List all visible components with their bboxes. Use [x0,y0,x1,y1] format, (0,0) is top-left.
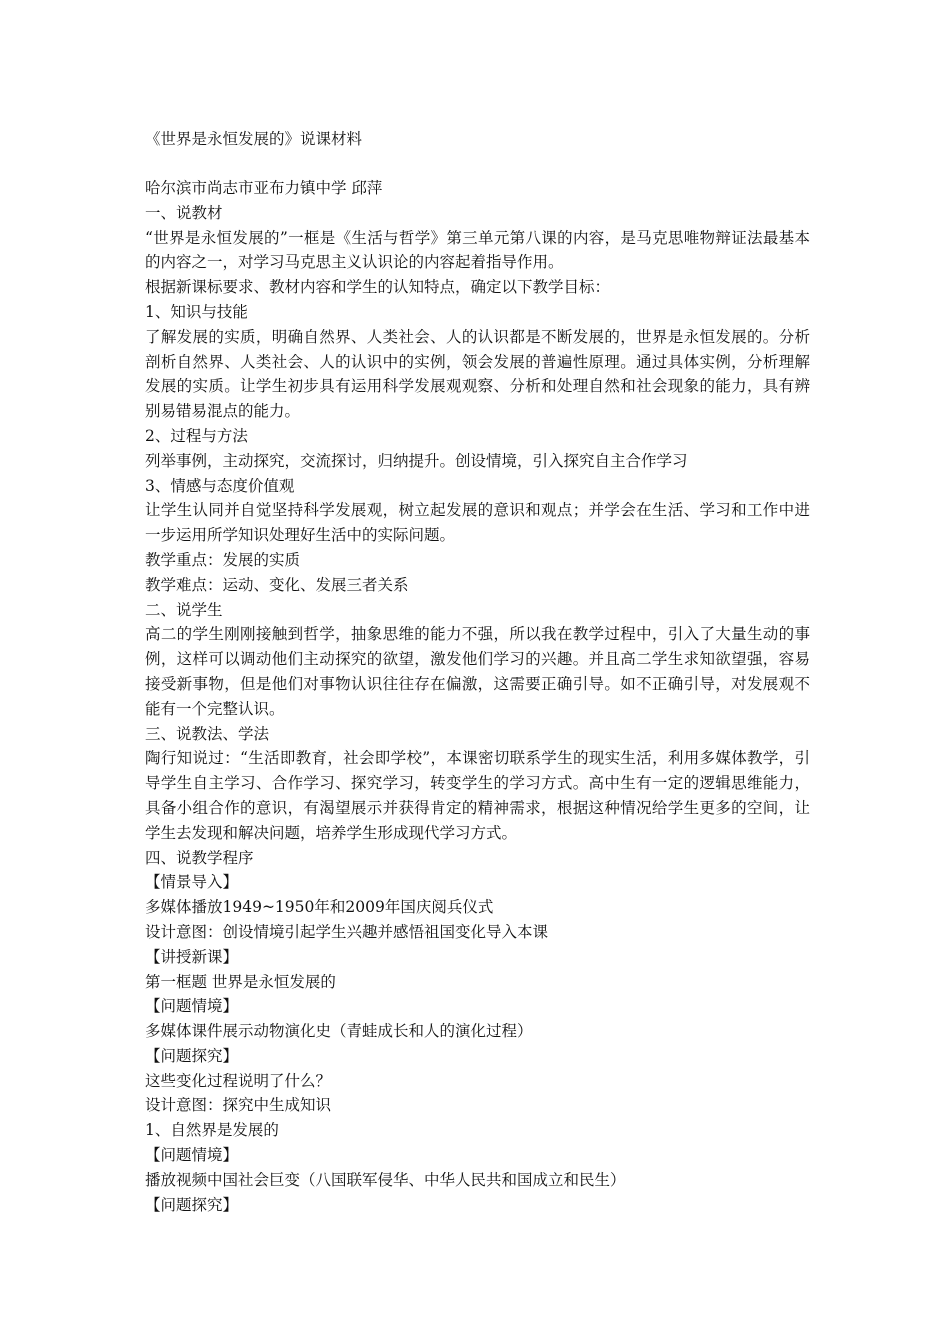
paragraph: 【问题情境】 [145,997,239,1016]
paragraph: 多媒体播放1949~1950年和2009年国庆阅兵仪式 [145,898,494,917]
document-title: 《世界是永恒发展的》说课材料 [145,130,363,148]
paragraph: 三、说教法、学法 [145,724,270,743]
paragraph: 高二的学生刚刚接触到哲学，抽象思维的能力不强，所以我在教学过程中，引入了大量生动的事例，这样可以调动他们主动探究的欲望，激发他们学习的兴趣。并且高二学生求知欲望强，容易接受新事物，但是他们对事物认识往往存在偏激，这需要正确引导。如不正确引导，对发展观不能有一个完整认识。 [145,625,810,718]
document-body [145,176,810,1217]
paragraph: 二、说学生 [145,600,223,619]
paragraph: 第一框题 世界是永恒发展的 [145,972,336,991]
paragraph: 播放视频中国社会巨变（八国联军侵华、中华人民共和国成立和民生） [145,1170,626,1189]
paragraph: 四、说教学程序 [145,848,254,867]
paragraph: 陶行知说过：“生活即教育，社会即学校”，本课密切联系学生的现实生活，利用多媒体教学，引导学生自主学习、合作学习、探究学习，转变学生的学习方式。高中生有一定的逻辑思维能力，具备小组合作的意识，有渴望展示并获得肯定的精神需求，根据这种情况给学生更多的空间，让学生去发现和解决问题，培养学生形成现代学习方式。 [145,749,810,842]
paragraph: 3、情感与态度价值观 [145,476,295,495]
paragraph: 设计意图：探究中生成知识 [145,1096,332,1115]
paragraph: 【问题探究】 [145,1195,239,1214]
paragraph: 【问题探究】 [145,1046,239,1065]
paragraph: 设计意图：创设情境引起学生兴趣并感悟祖国变化导入本课 [145,922,549,941]
paragraph: 【讲授新课】 [145,947,239,966]
paragraph: 教学难点：运动、变化、发展三者关系 [145,575,409,594]
paragraph: 教学重点：发展的实质 [145,550,301,569]
paragraph: “世界是永恒发展的”一框是《生活与哲学》第三单元第八课的内容，是马克思唯物辩证法最基本的内容之一，对学习马克思主义认识论的内容起着指导作用。 [145,228,810,272]
paragraph: 2、过程与方法 [145,426,248,445]
paragraph: 一、说教材 [145,203,223,222]
paragraph: 多媒体课件展示动物演化史（青蛙成长和人的演化过程） [145,1022,533,1041]
paragraph: 根据新课标要求、教材内容和学生的认知特点，确定以下教学目标： [145,278,611,297]
paragraph: 1、知识与技能 [145,302,248,321]
paragraph: 了解发展的实质，明确自然界、人类社会、人的认识都是不断发展的，世界是永恒发展的。分析剖析自然界、人类社会、人的认识中的实例，领会发展的普遍性原理。通过具体实例，分析理解发展的实质。让学生初步具有运用科学发展观观察、分析和处理自然和社会现象的能力，具有辨别易错易混点的能力。 [145,327,810,421]
paragraph: 这些变化过程说明了什么？ [145,1071,332,1090]
paragraph: 哈尔滨市尚志市亚布力镇中学 邱萍 [145,179,383,197]
paragraph: 【情景导入】 [145,873,239,892]
paragraph: 让学生认同并自觉坚持科学发展观，树立起发展的意识和观点；并学会在生活、学习和工作中进一步运用所学知识处理好生活中的实际问题。 [145,501,810,545]
paragraph: 1、自然界是发展的 [145,1121,279,1140]
paragraph: 列举事例，主动探究，交流探讨，归纳提升。创设情境，引入探究自主合作学习 [145,451,688,470]
paragraph: 【问题情境】 [145,1146,239,1165]
